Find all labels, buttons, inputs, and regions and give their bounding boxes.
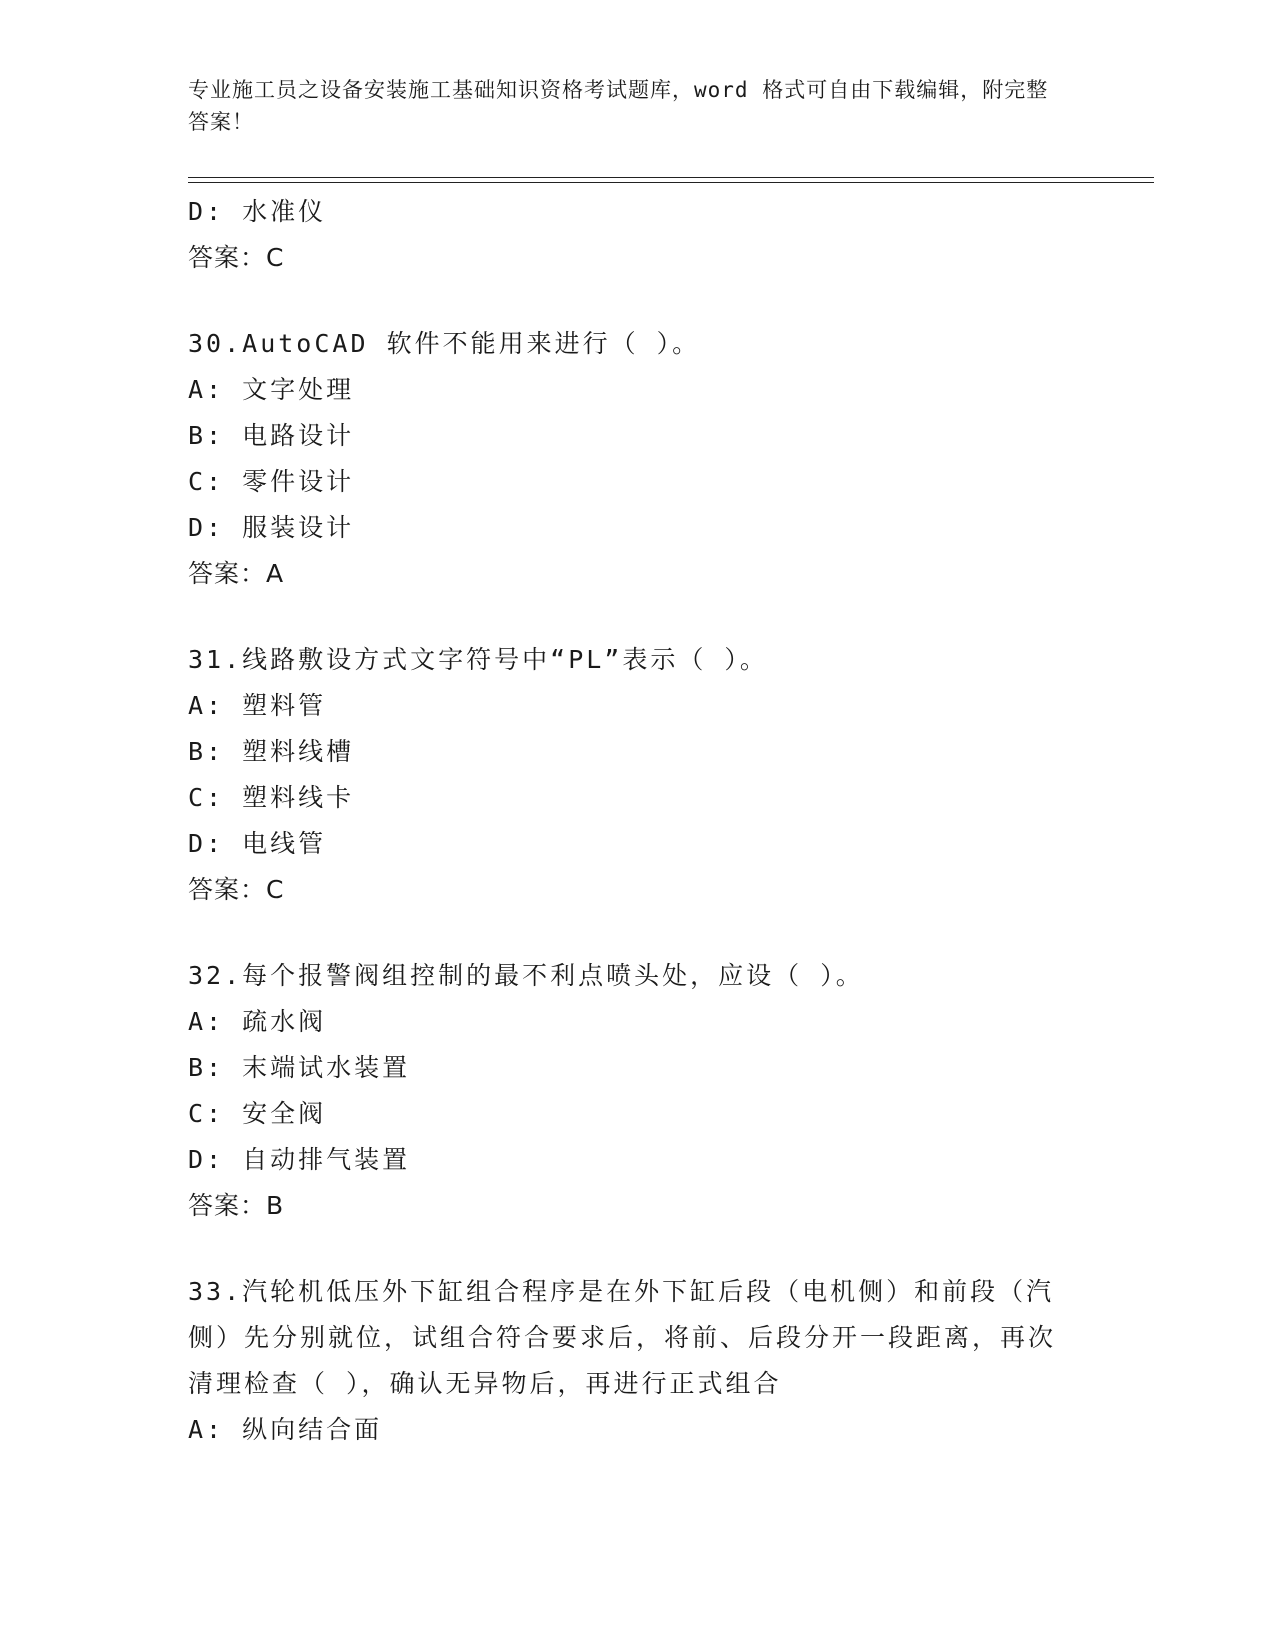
- answer-line: 答案：B: [188, 1191, 285, 1220]
- spacer: [188, 597, 1088, 637]
- header-rule-top: [188, 177, 1154, 178]
- option-a: A: 纵向结合面: [188, 1415, 383, 1444]
- question-30: [188, 321, 1088, 597]
- option-c: C: 零件设计: [188, 467, 355, 496]
- option-d: D: 自动排气装置: [188, 1145, 411, 1174]
- answer-line: 答案：C: [188, 243, 285, 272]
- question-text: 32.每个报警阀组控制的最不利点喷头处，应设（ ）。: [188, 961, 864, 990]
- option-b: B: 末端试水装置: [188, 1053, 411, 1082]
- question-33: [188, 1269, 1088, 1453]
- answer-line: 答案：C: [188, 875, 285, 904]
- option-a: A: 文字处理: [188, 375, 355, 404]
- document-header: [188, 74, 1068, 138]
- option-a: A: 塑料管: [188, 691, 327, 720]
- option-d: D: 服装设计: [188, 513, 355, 542]
- question-text: 30.AutoCAD 软件不能用来进行（ ）。: [188, 329, 701, 358]
- question-31: [188, 637, 1088, 913]
- spacer: [188, 281, 1088, 321]
- option-c: C: 安全阀: [188, 1099, 327, 1128]
- option-d: D: 电线管: [188, 829, 327, 858]
- option-c: C: 塑料线卡: [188, 783, 355, 812]
- question-32: [188, 953, 1088, 1229]
- question-list: [188, 189, 1088, 1453]
- option-b: B: 塑料线槽: [188, 737, 355, 766]
- option-a: A: 疏水阀: [188, 1007, 327, 1036]
- spacer: [188, 913, 1088, 953]
- question-text: 33.汽轮机低压外下缸组合程序是在外下缸后段（电机侧）和前段（汽侧）先分别就位，试组合符合要求后，将前、后段分开一段距离，再次清理检查（ ），确认无异物后，再进行正式组合: [188, 1277, 1057, 1398]
- option-d: D: 水准仪: [188, 197, 327, 226]
- header-text: 专业施工员之设备安装施工基础知识资格考试题库，word 格式可自由下载编辑，附完整答案！: [188, 78, 1049, 134]
- header-rule-bottom: [188, 182, 1154, 183]
- answer-line: 答案：A: [188, 559, 285, 588]
- option-b: B: 电路设计: [188, 421, 355, 450]
- question-text: 31.线路敷设方式文字符号中“PL”表示（ ）。: [188, 645, 768, 674]
- spacer: [188, 1229, 1088, 1269]
